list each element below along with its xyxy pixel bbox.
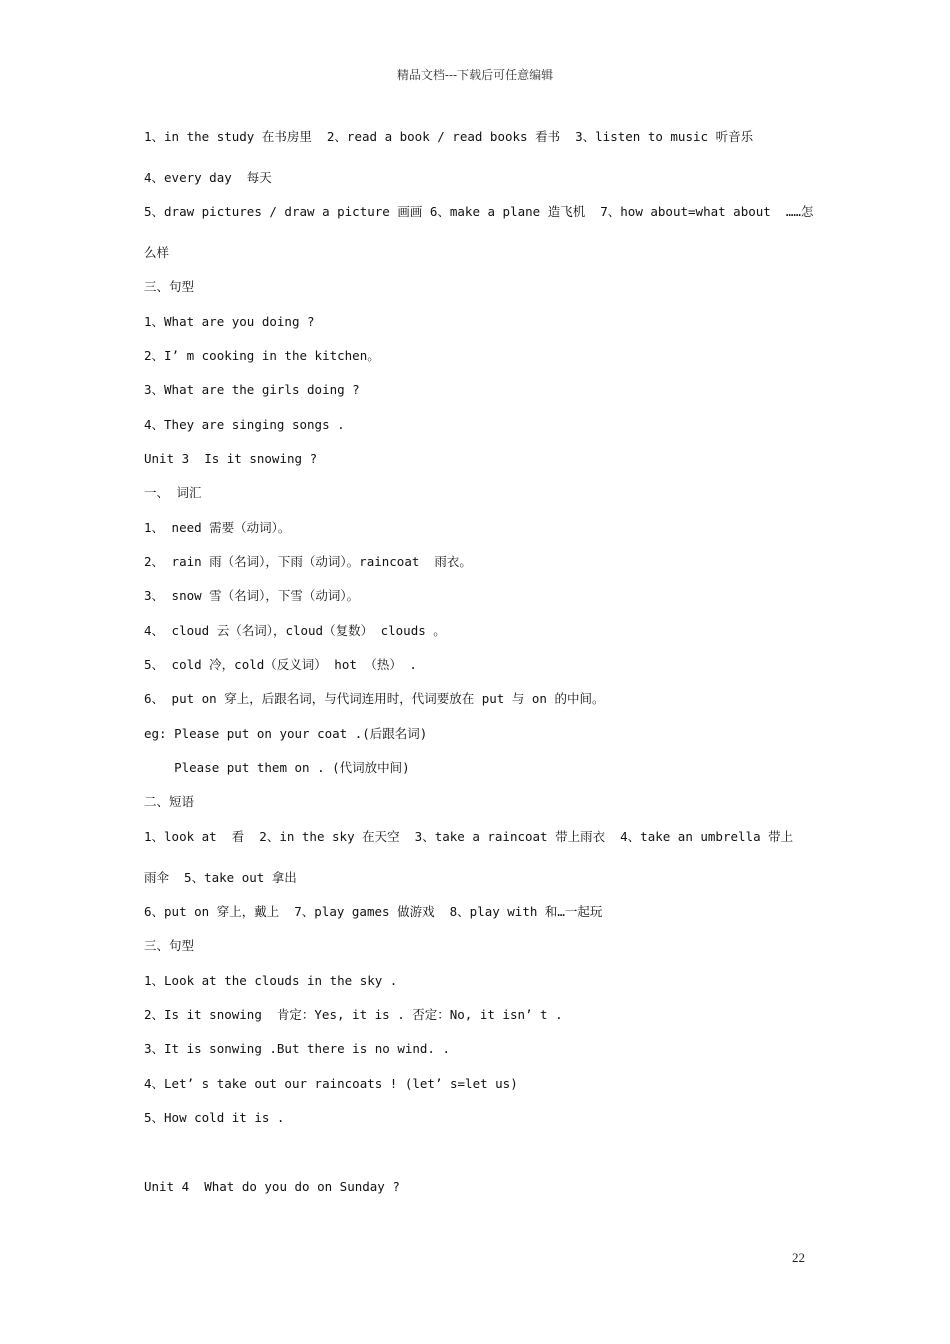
text-line: 1、in the study 在书房里 2、read a book / read books 看书 3、listen to music 听音乐 <box>144 129 754 144</box>
text-line: 4、every day 每天 <box>144 170 272 185</box>
text-line: 5、draw pictures / draw a picture 画画 6、make a plane 造飞机 7、how about=what about ……怎 <box>144 204 814 219</box>
text-line: 么样 <box>144 245 170 260</box>
text-line: 5、 cold 冷，cold（反义词） hot （热） . <box>144 657 417 672</box>
text-line: 2、 rain 雨（名词），下雨（动词）。raincoat 雨衣。 <box>144 554 472 569</box>
section-heading: 二、短语 <box>144 794 195 809</box>
text-line: 6、 put on 穿上，后跟名词，与代词连用时，代词要放在 put 与 on 的中间。 <box>144 691 605 706</box>
section-heading: 三、句型 <box>144 279 195 294</box>
text-line: 4、Let’ s take out our raincoats ! (let’ s=let us) <box>144 1076 518 1091</box>
page-number: 22 <box>792 1250 805 1265</box>
text-line: 3、 snow 雪（名词），下雪（动词）。 <box>144 588 360 603</box>
text-line: eg: Please put on your coat .(后跟名词) <box>144 726 428 741</box>
text-line: 2、I’ m cooking in the kitchen。 <box>144 348 380 363</box>
text-line: 3、It is sonwing .But there is no wind. . <box>144 1041 450 1056</box>
text-line: 3、What are the girls doing ? <box>144 382 360 397</box>
section-heading: 一、 词汇 <box>144 485 202 500</box>
text-line: 4、They are singing songs . <box>144 417 345 432</box>
text-line: 1、look at 看 2、in the sky 在天空 3、take a raincoat 带上雨衣 4、take an umbrella 带上 <box>144 829 794 844</box>
unit-heading: Unit 3 Is it snowing ? <box>144 451 318 466</box>
text-line: 1、 need 需要（动词）。 <box>144 520 291 535</box>
text-line: 6、put on 穿上，戴上 7、play games 做游戏 8、play with 和…一起玩 <box>144 904 603 919</box>
text-line: 雨伞 5、take out 拿出 <box>144 870 297 885</box>
text-line: 1、What are you doing ? <box>144 314 315 329</box>
text-line: 2、Is it snowing 肯定：Yes, it is . 否定：No, it isn’ t . <box>144 1007 563 1022</box>
page-header: 精品文档---下载后可任意编辑 <box>396 68 554 82</box>
text-line: Please put them on . (代词放中间) <box>144 760 410 775</box>
text-line: 4、 cloud 云（名词），cloud（复数） clouds 。 <box>144 623 446 638</box>
unit-heading: Unit 4 What do you do on Sunday ? <box>144 1179 400 1194</box>
section-heading: 三、句型 <box>144 938 195 953</box>
text-line: 5、How cold it is . <box>144 1110 285 1125</box>
text-line: 1、Look at the clouds in the sky . <box>144 973 398 988</box>
